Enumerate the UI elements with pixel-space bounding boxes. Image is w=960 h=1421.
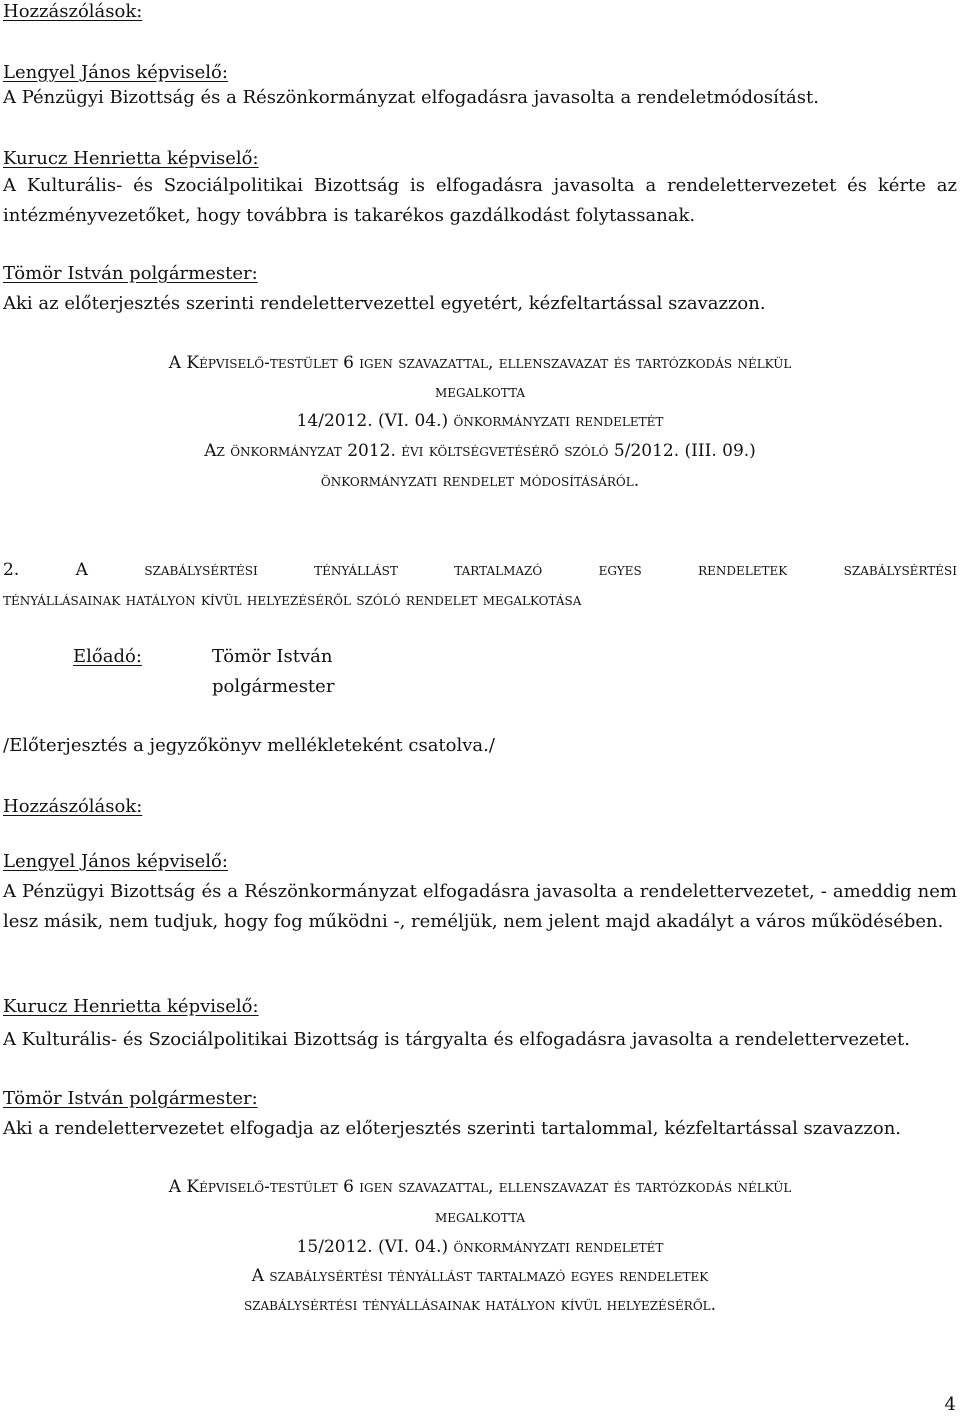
comment-text: Aki az előterjesztés szerinti rendelettervezettel egyetért, kézfeltartással szavazzon. [3,293,766,314]
presenter-label: Előadó: [73,646,142,667]
speaker-label: Tömör István polgármester: [3,1088,258,1109]
decision-line: 14/2012. (VI. 04.) önkormányzati rendeletét [296,411,664,431]
decision-line: szabálysértési tényállásainak hatályon kívül helyezéséről. [243,1295,717,1315]
comment-text: A Kulturális- és Szociálpolitikai Bizottság is elfogadásra javasolta a rendelettervezetet és kérte az intézményvezetőket, hogy továbbra is takarékos gazdálkodást folytassanak. [3,175,957,226]
agenda-title-line: 2. A szabálysértési tényállást tartalmazó egyes rendeletek szabálysértési [3,560,957,580]
speaker-label: Tömör István polgármester: [3,263,258,284]
decision-line: megalkotta [435,382,525,402]
speaker-label: Lengyel János képviselő: [3,62,228,83]
presenter-name: Tömör István [212,646,333,667]
page-number: 4 [944,1394,956,1415]
attachment-note: /Előterjesztés a jegyzőkönyv mellékleteként csatolva./ [3,735,495,756]
decision-line: A szabálysértési tényállást tartalmazó egyes rendeletek [251,1266,709,1286]
decision-line: önkormányzati rendelet módosításáról. [320,471,640,491]
decision-line: A Képviselő-testület 6 igen szavazattal, ellenszavazat és tartózkodás nélkül [168,353,792,373]
decision-line: A Képviselő-testület 6 igen szavazattal, ellenszavazat és tartózkodás nélkül [168,1177,792,1197]
comment-text: A Pénzügyi Bizottság és a Részönkormányzat elfogadásra javasolta a rendelettervezetet, - ameddig nem lesz másik, nem tudjuk, hogy fog működni -, reméljük, nem jelent majd akadályt a város működésében. [3,881,957,932]
speaker-label: Kurucz Henrietta képviselő: [3,148,259,169]
speaker-label: Kurucz Henrietta képviselő: [3,996,259,1017]
presenter-title: polgármester [212,676,335,697]
agenda-title-line: tényállásainak hatályon kívül helyezéséről szóló rendelet megalkotása [3,590,582,610]
comment-text: Aki a rendelettervezetet elfogadja az előterjesztés szerinti tartalommal, kézfeltartással szavazzon. [3,1118,902,1139]
comment-text: A Kulturális- és Szociálpolitikai Bizottság is tárgyalta és elfogadásra javasolta a rendelettervezetet. [3,1029,911,1050]
comment-text: A Pénzügyi Bizottság és a Részönkormányzat elfogadásra javasolta a rendeletmódosítást. [3,87,819,108]
decision-line: megalkotta [435,1207,525,1227]
comments-heading: Hozzászólások: [3,1,143,22]
decision-line: Az önkormányzat 2012. évi költségvetésérő szóló 5/2012. (III. 09.) [204,441,756,461]
comments-heading: Hozzászólások: [3,796,143,817]
speaker-label: Lengyel János képviselő: [3,851,228,872]
agenda-item-title [3,555,957,615]
decision-line: 15/2012. (VI. 04.) önkormányzati rendeletét [296,1237,664,1257]
